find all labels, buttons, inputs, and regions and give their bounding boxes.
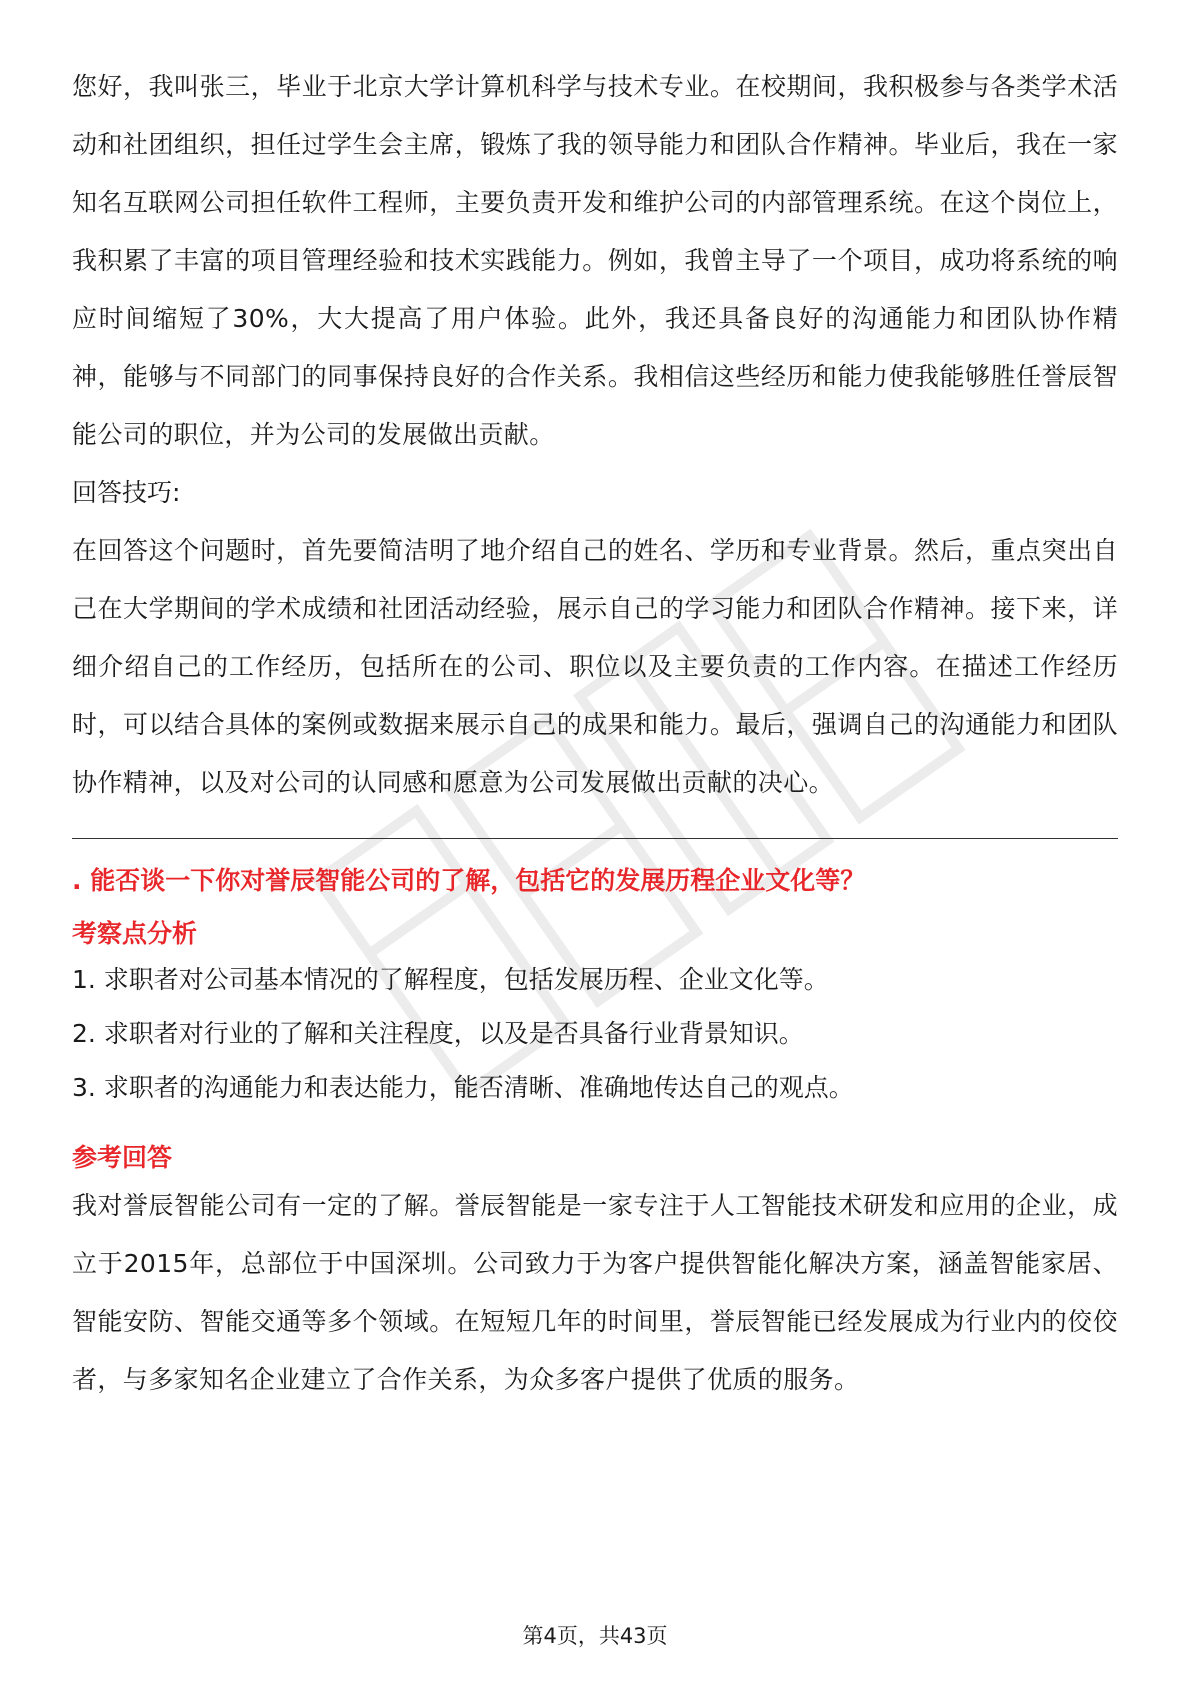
intro-answer-paragraph: 您好，我叫张三，毕业于北京大学计算机科学与技术专业。在校期间，我积极参与各类学术活动和社团组织，担任过学生会主席，锻炼了我的领导能力和团队合作精神。毕业后，我在一家知名互联网公司担任软件工程师，主要负责开发和维护公司的内部管理系统。在这个岗位上，我积累了丰富的项目管理经验和技术实践能力。例如，我曾主导了一个项目，成功将系统的响应时间缩短了30%，大大提高了用户体验。此外，我还具备良好的沟通能力和团队协作精神，能够与不同部门的同事保持良好的合作关系。我相信这些经历和能力使我能够胜任誉辰智能公司的职位，并为公司的发展做出贡献。: [72, 72, 1118, 449]
list-item: 1. 求职者对公司基本情况的了解程度，包括发展历程、企业文化等。: [72, 965, 829, 994]
answer-tips-label: 回答技巧:: [72, 478, 181, 507]
analysis-list: [72, 953, 1118, 1115]
list-item: 3. 求职者的沟通能力和表达能力，能否清晰、准确地传达自己的观点。: [72, 1073, 854, 1102]
section-divider: [72, 838, 1118, 839]
list-item: 2. 求职者对行业的了解和关注程度，以及是否具备行业背景知识。: [72, 1019, 804, 1048]
question-title: . 能否谈一下你对誉辰智能公司的了解，包括它的发展历程企业文化等？: [72, 866, 866, 895]
reference-answer-paragraph: 我对誉辰智能公司有一定的了解。誉辰智能是一家专注于人工智能技术研发和应用的企业，成立于2015年，总部位于中国深圳。公司致力于为客户提供智能化解决方案，涵盖智能家居、智能安防、智能交通等多个领域。在短短几年的时间里，誉辰智能已经发展成为行业内的佼佼者，与多家知名企业建立了合作关系，为众多客户提供了优质的服务。: [72, 1191, 1118, 1394]
analysis-heading: 考察点分析: [72, 919, 198, 948]
page-content: [72, 58, 1118, 1409]
reference-heading: 参考回答: [72, 1143, 173, 1172]
answer-tips-paragraph: 在回答这个问题时，首先要简洁明了地介绍自己的姓名、学历和专业背景。然后，重点突出自己在大学期间的学术成绩和社团活动经验，展示自己的学习能力和团队合作精神。接下来，详细介绍自己的工作经历，包括所在的公司、职位以及主要负责的工作内容。在描述工作经历时，可以结合具体的案例或数据来展示自己的成果和能力。最后，强调自己的沟通能力和团队协作精神，以及对公司的认同感和愿意为公司发展做出贡献的决心。: [72, 536, 1118, 797]
page-footer: 第4页，共43页: [522, 1624, 668, 1648]
